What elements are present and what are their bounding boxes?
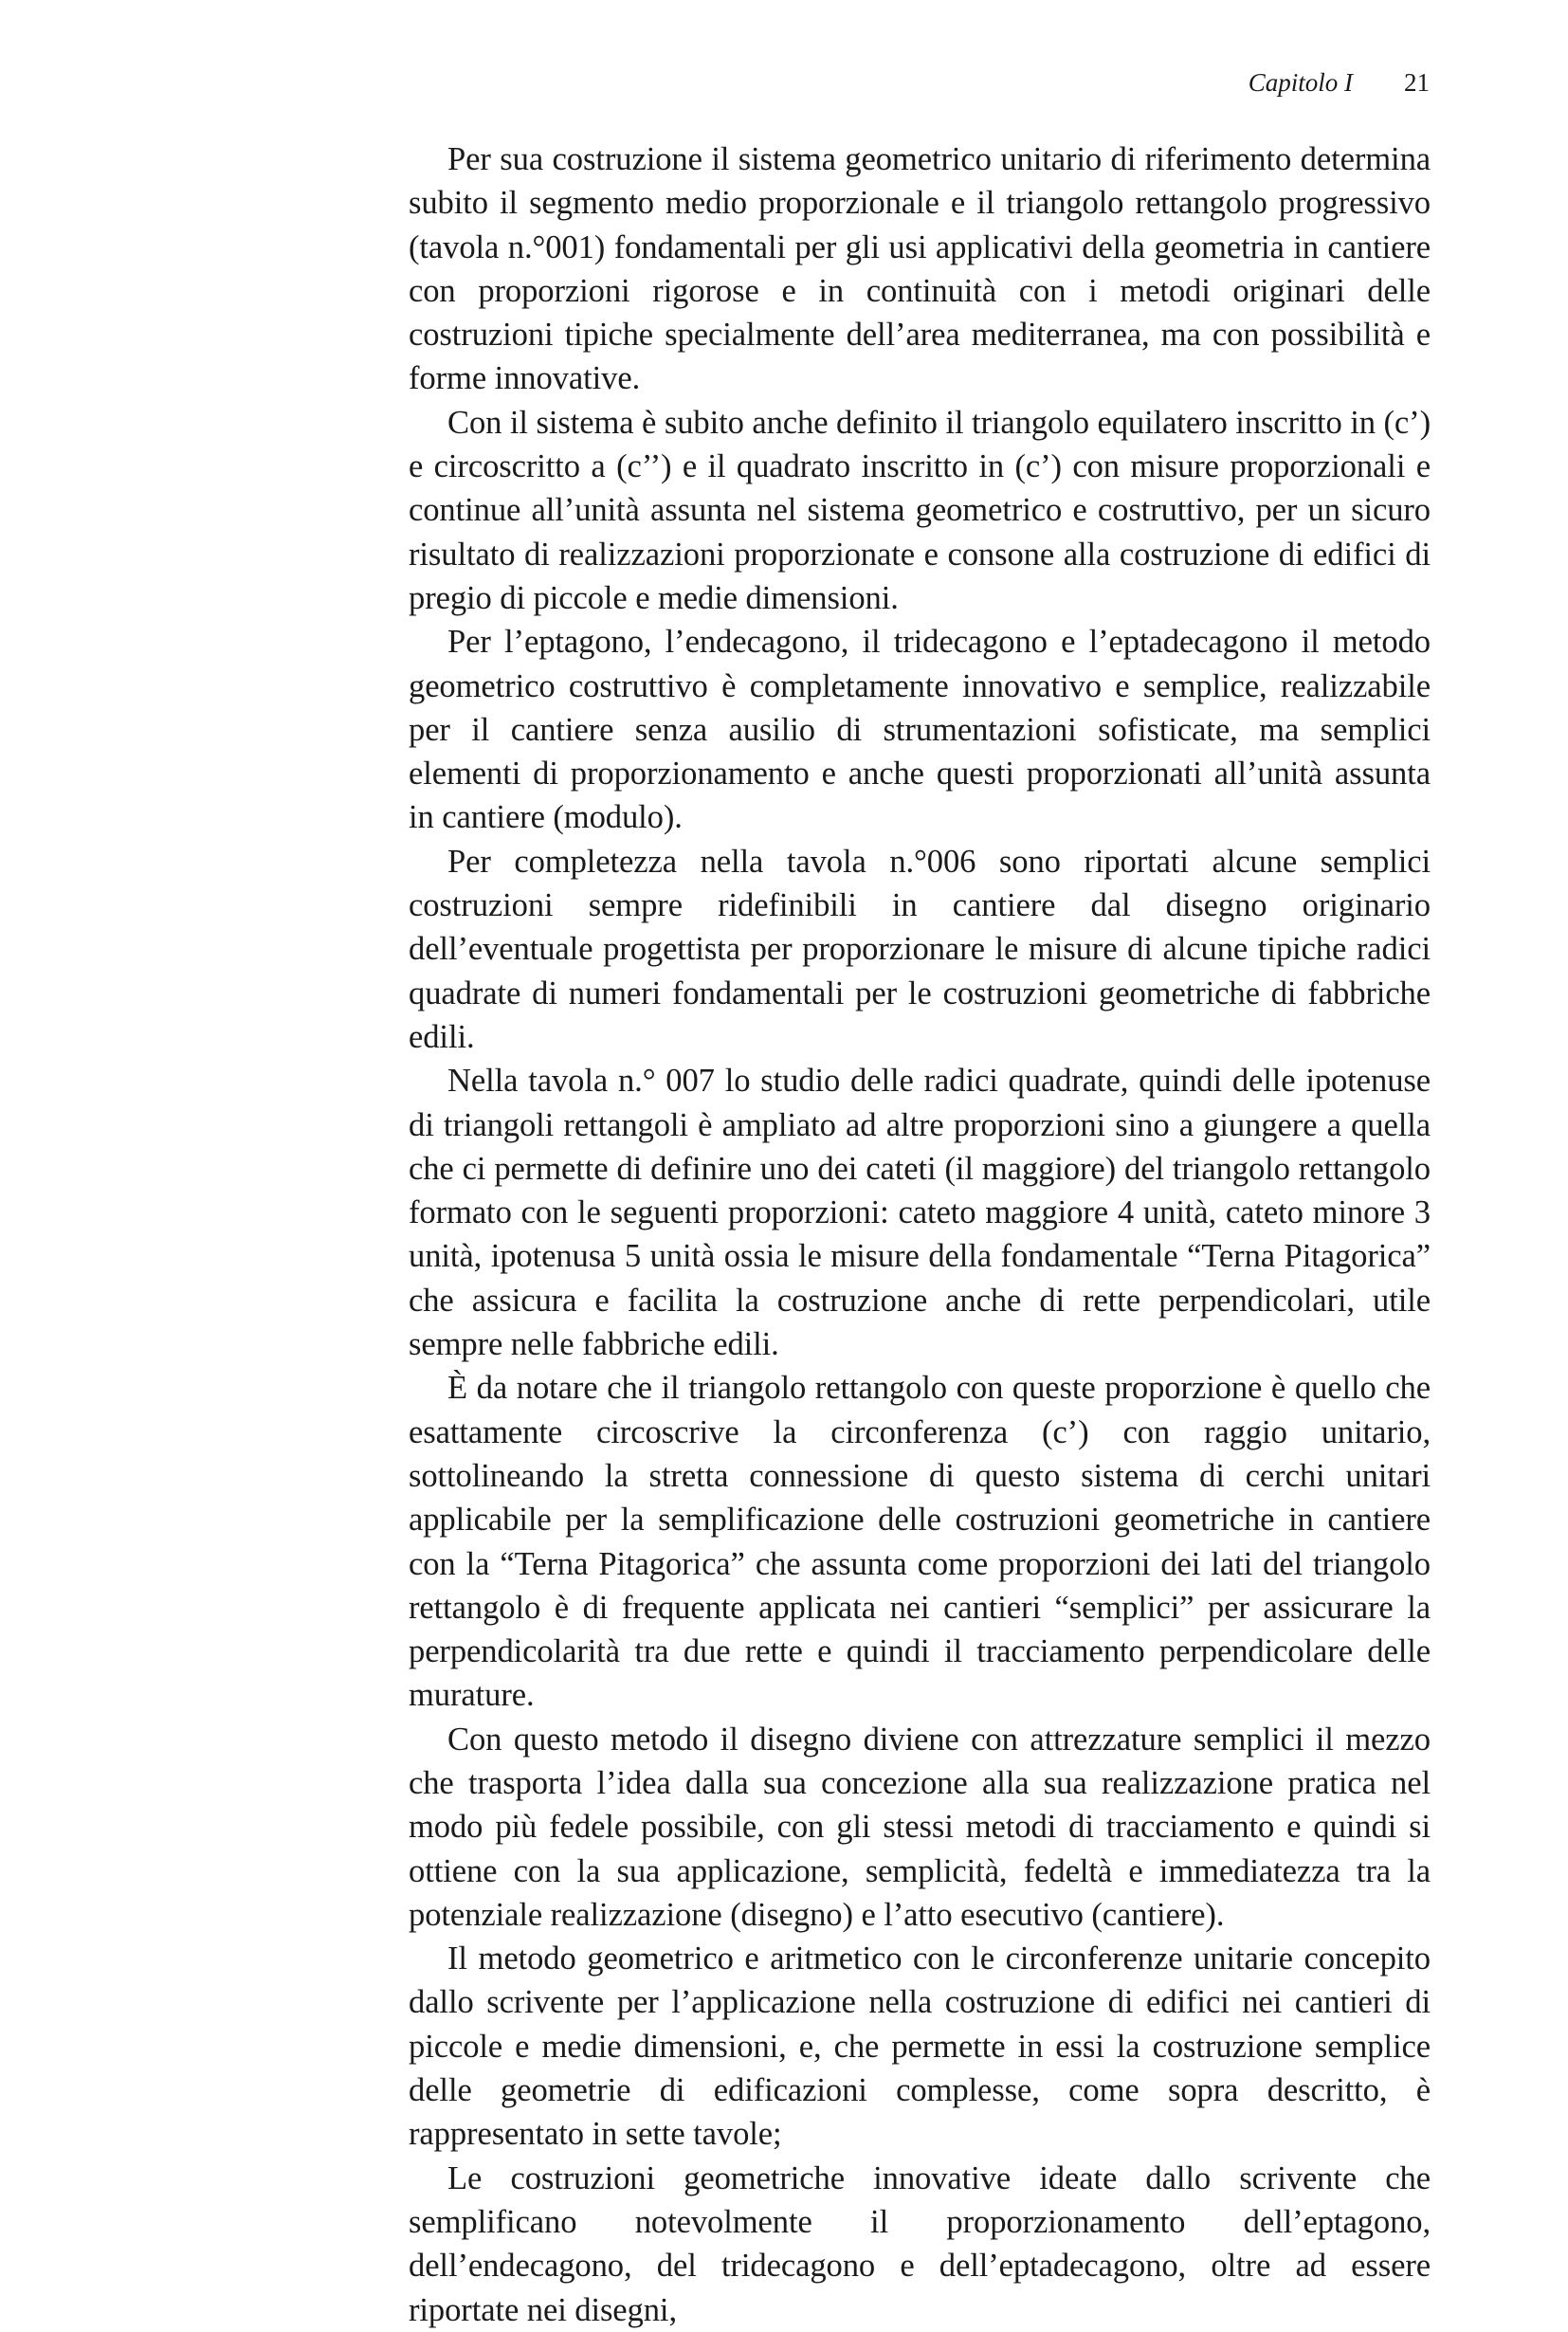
- body-text: [409, 137, 1431, 2332]
- paragraph: Con questo metodo il disegno diviene con attrezzature semplici il mezzo che trasporta l’idea dalla sua concezione alla sua realizzazione pratica nel modo più fedele possibile, con gli stessi metodi di tracciamento e quindi si ottiene con la sua applicazione, semplicità, fedeltà e immediatezza tra la potenziale realizzazione (disegno) e l’atto esecutivo (cantiere).: [409, 1721, 1431, 1933]
- paragraph: È da notare che il triangolo rettangolo con queste proporzione è quello che esattamente circoscrive la circonferenza (c’) con raggio unitario, sottolineando la stretta connessione di questo sistema di cerchi unitari applicabile per la semplificazione delle costruzioni geometriche in cantiere con la “Terna Pitagorica” che assunta come proporzioni dei lati del triangolo rettangolo è di frequente applicata nei cantieri “semplici” per assicurare la perpendicolarità tra due rette e quindi il tracciamento perpendicolare delle murature.: [409, 1370, 1431, 1714]
- paragraph: Per sua costruzione il sistema geometrico unitario di riferimento determina subito il segmento medio proporzionale e il triangolo rettangolo progressivo (tavola n.°001) fondamentali per gli usi applicativi della geometria in cantiere con proporzioni rigorose e in continuità con i metodi originari delle costruzioni tipiche specialmente dell’area mediterranea, ma con possibilità e forme innovative.: [409, 141, 1431, 397]
- paragraph: Per completezza nella tavola n.°006 sono riportati alcune semplici costruzioni sempre ridefinibili in cantiere dal disegno originario dell’eventuale progettista per proporzionare le misure di alcune tipiche radici quadrate di numeri fondamentali per le costruzioni geometriche di fabbriche edili.: [409, 843, 1431, 1055]
- running-head: [1249, 68, 1430, 98]
- page-number: 21: [1404, 68, 1430, 97]
- paragraph: Per l’eptagono, l’endecagono, il tridecagono e l’eptadecagono il metodo geometrico costruttivo è completamente innovativo e semplice, realizzabile per il cantiere senza ausilio di strumentazioni sofisticate, ma semplici elementi di proporzionamento e anche questi proporzionati all’unità assunta in cantiere (modulo).: [409, 624, 1431, 836]
- paragraph: Con il sistema è subito anche definito il triangolo equilatero inscritto in (c’) e circoscritto a (c’’) e il quadrato inscritto in (c’) con misure proporzionali e continue all’unità assunta nel sistema geometrico e costruttivo, per un sicuro risultato di realizzazioni proporzionate e consone alla costruzione di edifici di pregio di piccole e medie dimensioni.: [409, 404, 1431, 616]
- chapter-title: Capitolo I: [1248, 68, 1353, 97]
- paragraph: Nella tavola n.° 007 lo studio delle radici quadrate, quindi delle ipotenuse di triangoli rettangoli è ampliato ad altre proporzioni sino a giungere a quella che ci permette di definire uno dei cateti (il maggiore) del triangolo rettangolo formato con le seguenti proporzioni: cateto maggiore 4 unità, cateto minore 3 unità, ipotenusa 5 unità ossia le misure della fondamentale “Terna Pitagorica” che assicura e facilita la costruzione anche di rette perpendicolari, utile sempre nelle fabbriche edili.: [409, 1063, 1431, 1363]
- paragraph: Il metodo geometrico e aritmetico con le circonferenze unitarie concepito dallo scrivente per l’applicazione nella costruzione di edifici nei cantieri di piccole e medie dimensioni, e, che permette in essi la costruzione semplice delle geometrie di edificazioni complesse, come sopra descritto, è rappresentato in sette tavole;: [409, 1940, 1431, 2153]
- paragraph: Le costruzioni geometriche innovative ideate dallo scrivente che semplificano notevolmente il proporzionamento dell’eptagono, dell’endecagono, del tridecagono e dell’eptadecagono, oltre ad essere riportate nei disegni,: [409, 2159, 1431, 2328]
